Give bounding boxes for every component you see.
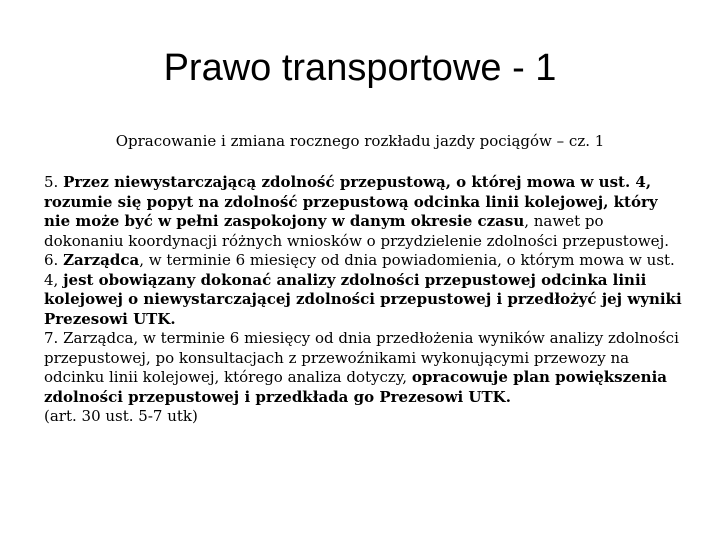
paragraph-6: [44, 251, 684, 329]
paragraph-5-number: 5.: [44, 173, 64, 191]
paragraph-7-bold: opracowuje plan powiększenia zdolności przepustowej i przedkłada go Prezesowi UTK.: [44, 368, 667, 406]
paragraph-5-normal: , nawet po dokonaniu koordynacji różnych wniosków o przydzielenie zdolności przepustowej.: [44, 212, 669, 250]
paragraph-7-normal: Zarządca, w terminie 6 miesięcy od dnia przedłożenia wyników analizy zdolności przepustowej, po konsultacjach z przewoźnikami wykonującymi przewozy na odcinku linii kolejowej, którego analiza dotyczy,: [44, 329, 679, 386]
slide-subtitle: Opracowanie i zmiana rocznego rozkładu jazdy pociągów – cz. 1: [115, 132, 605, 150]
paragraph-7-number: 7.: [44, 329, 64, 347]
paragraph-6-normal: , w terminie 6 miesięcy od dnia powiadomienia, o którym mowa w ust. 4,: [44, 251, 675, 289]
paragraph-5-bold: Przez niewystarczającą zdolność przepustową, o której mowa w ust. 4, rozumie się popyt na zdolność przepustową odcinka linii kolejowej, który nie może być w pełni zaspokojony w danym okresie czasu: [44, 173, 658, 230]
slide-body: [44, 173, 684, 427]
paragraph-6-bold-end: jest obowiązany dokonać analizy zdolności przepustowej odcinka linii kolejowej o niewystarczającej zdolności przepustowej i przedłożyć jej wyniki Prezesowi UTK.: [44, 270, 682, 328]
legal-reference: (art. 30 ust. 5-7 utk): [44, 407, 198, 425]
paragraph-5: [44, 173, 684, 251]
paragraph-7: [44, 329, 684, 407]
slide-title: Prawo transportowe - 1: [163, 47, 557, 89]
paragraph-6-number: 6.: [44, 251, 64, 269]
paragraph-6-bold-start: Zarządca: [63, 251, 140, 269]
